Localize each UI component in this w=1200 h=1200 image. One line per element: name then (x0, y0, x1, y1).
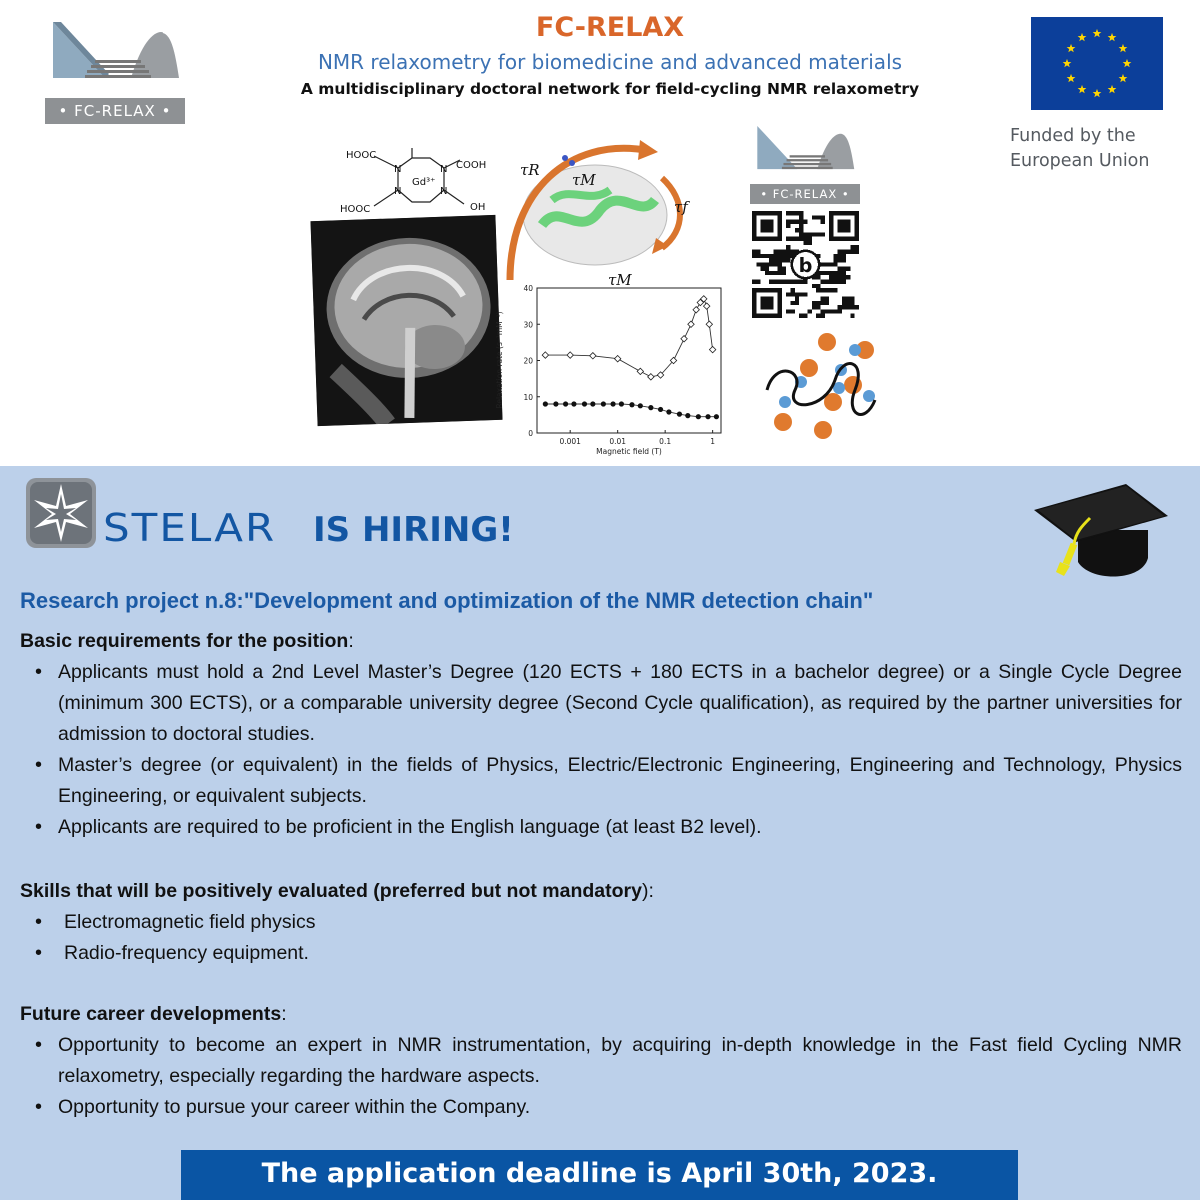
plot-point-series-2 (677, 412, 682, 417)
molecule-label-cooh: COOH (456, 160, 487, 171)
career-developments-section (20, 999, 1182, 1123)
molecule-label-gd: Gd³⁺ (412, 177, 436, 188)
plot-point-series-2 (563, 401, 568, 406)
career-developments-heading (20, 999, 1182, 1030)
list-item: • Electromagnetic field physics (20, 907, 1182, 938)
basic-requirements-heading-suffix: : (348, 630, 354, 652)
molecule-label-n3: N (394, 186, 402, 197)
list-item: • Applicants are required to be proficient in the English language (at least B2 level). (20, 812, 1182, 843)
fc-relax-small-logo-mark (750, 126, 860, 186)
preferred-skills-heading-text: Skills that will be positively evaluated (preferred but not mandatory (20, 880, 642, 902)
molecule-label-n2: N (440, 164, 448, 175)
plot-point-series-1 (614, 355, 620, 361)
plot-point-series-2 (705, 414, 710, 419)
career-developments-list (20, 1030, 1182, 1123)
plot-point-series-1 (706, 321, 712, 327)
plot-point-series-2 (553, 401, 558, 406)
svg-text:b: b (798, 253, 813, 277)
hiring-headline: IS HIRING! (313, 510, 514, 550)
stelar-star-icon (26, 478, 96, 548)
plot-point-series-1 (688, 321, 694, 327)
plot-ytick-label: 10 (523, 392, 533, 402)
molecule-label-n1: N (394, 164, 402, 175)
list-item: • Master’s degree (or equivalent) in the fields of Physics, Electric/Electronic Engineering, Engineering and Technology, Physics Engineering, or equivalent subjects. (20, 750, 1182, 812)
molecule-label-oh: OH (470, 202, 486, 213)
plot-xlabel: Magnetic field (T) (596, 447, 662, 456)
preferred-skills-list (20, 907, 1182, 969)
tau-f-label: τf (674, 198, 688, 216)
project-subtitle: NMR relaxometry for biomedicine and advanced materials (317, 50, 903, 74)
application-deadline-banner: The application deadline is April 30th, 2023. (181, 1150, 1018, 1200)
plot-point-series-2 (582, 401, 587, 406)
plot-xtick-label: 0.1 (659, 437, 672, 446)
plot-point-series-1 (704, 303, 710, 309)
career-developments-heading-suffix: : (281, 1003, 287, 1025)
eu-flag-icon (1031, 17, 1163, 110)
list-item: • Radio-frequency equipment. (20, 938, 1182, 969)
plot-ytick-label: 0 (528, 429, 533, 438)
eu-funding-note (1010, 124, 1190, 174)
molecule-label-hooc-bottom: HOOC (340, 204, 371, 215)
plot-point-series-2 (543, 401, 548, 406)
plot-ytick-label: 30 (523, 320, 533, 330)
plot-ylabel: Relaxation rate (s⁻¹mM⁻¹) (495, 311, 504, 409)
plot-xtick-label: 1 (710, 437, 716, 446)
plot-point-series-1 (709, 346, 715, 352)
project-title: Research project n.8:"Development and optimization of the NMR detection chain" (20, 588, 874, 613)
basic-requirements-heading-text: Basic requirements for the position (20, 630, 349, 652)
molecule-label-n4: N (440, 186, 448, 197)
plot-point-series-1 (693, 307, 699, 313)
plot-xtick-label: 0.001 (559, 437, 581, 446)
plot-ytick-label: 40 (523, 284, 533, 293)
plot-point-series-2 (658, 407, 663, 412)
tau-m-label-bottom: τM (608, 271, 632, 289)
plot-point-series-2 (571, 401, 576, 406)
eu-funding-line-2: European Union (1010, 151, 1150, 171)
eu-funding-line-1: Funded by the (1010, 126, 1136, 146)
list-item: • Opportunity to pursue your career within the Company. (20, 1092, 1182, 1123)
list-item: • Opportunity to become an expert in NMR instrumentation, by acquiring in-depth knowledge in the Fast field Cycling NMR relaxometry, especially regarding the hardware aspects. (20, 1030, 1182, 1092)
plot-point-series-2 (601, 401, 606, 406)
list-item: • Applicants must hold a 2nd Level Master’s Degree (120 ECTS + 180 ECTS in a bachelor degree) or a Single Cycle Degree (minimum 300 ECTS), or a comparable university degree (Second Cycle qualification), as required by the partner universities for admission to doctoral studies. (20, 657, 1182, 750)
graduation-cap-icon (1030, 482, 1170, 592)
tau-r-label: τR (520, 161, 540, 179)
relaxation-plot (490, 280, 730, 460)
plot-point-series-1 (681, 336, 687, 342)
polymer-ion-illustration (755, 330, 885, 448)
project-acronym: FC-RELAX (535, 12, 685, 43)
plot-point-series-2 (638, 403, 643, 408)
header-area (0, 0, 1200, 466)
plot-point-series-2 (590, 401, 595, 406)
basic-requirements-section (20, 626, 1182, 843)
plot-point-series-2 (696, 414, 701, 419)
brain-mri-image (310, 215, 502, 426)
plot-point-series-1 (542, 352, 548, 358)
plot-point-series-1 (648, 374, 654, 380)
fc-relax-logo-text: • FC-RELAX • (45, 98, 185, 124)
fc-relax-small-logo-text: • FC-RELAX • (750, 184, 860, 204)
fc-relax-small-logo (750, 126, 860, 204)
stelar-company-name: STELAR (103, 505, 277, 551)
preferred-skills-section (20, 876, 1182, 969)
plot-ytick-label: 20 (523, 356, 533, 366)
plot-point-series-2 (666, 409, 671, 414)
plot-point-series-2 (610, 401, 615, 406)
plot-series-line-1 (545, 299, 712, 377)
plot-point-series-1 (637, 368, 643, 374)
qr-code[interactable] (752, 211, 859, 318)
plot-point-series-1 (567, 352, 573, 358)
tau-m-label-top: τM (572, 171, 596, 189)
plot-point-series-2 (619, 401, 624, 406)
molecule-label-hooc-top: HOOC (346, 150, 377, 161)
basic-requirements-heading (20, 626, 1182, 657)
plot-xtick-label: 0.01 (609, 437, 627, 446)
plot-point-series-2 (714, 414, 719, 419)
fc-relax-logo-mark (45, 22, 185, 100)
project-tagline: A multidisciplinary doctoral network for field-cycling NMR relaxometry (300, 80, 920, 98)
plot-point-series-2 (685, 413, 690, 418)
plot-point-series-2 (629, 402, 634, 407)
protein-dynamics-illustration (490, 130, 690, 290)
plot-point-series-1 (590, 353, 596, 359)
plot-point-series-2 (648, 405, 653, 410)
preferred-skills-heading-suffix: ): (641, 880, 654, 902)
career-developments-heading-text: Future career developments (20, 1003, 282, 1025)
preferred-skills-heading (20, 876, 1182, 907)
basic-requirements-list (20, 657, 1182, 843)
fc-relax-logo (45, 22, 185, 124)
